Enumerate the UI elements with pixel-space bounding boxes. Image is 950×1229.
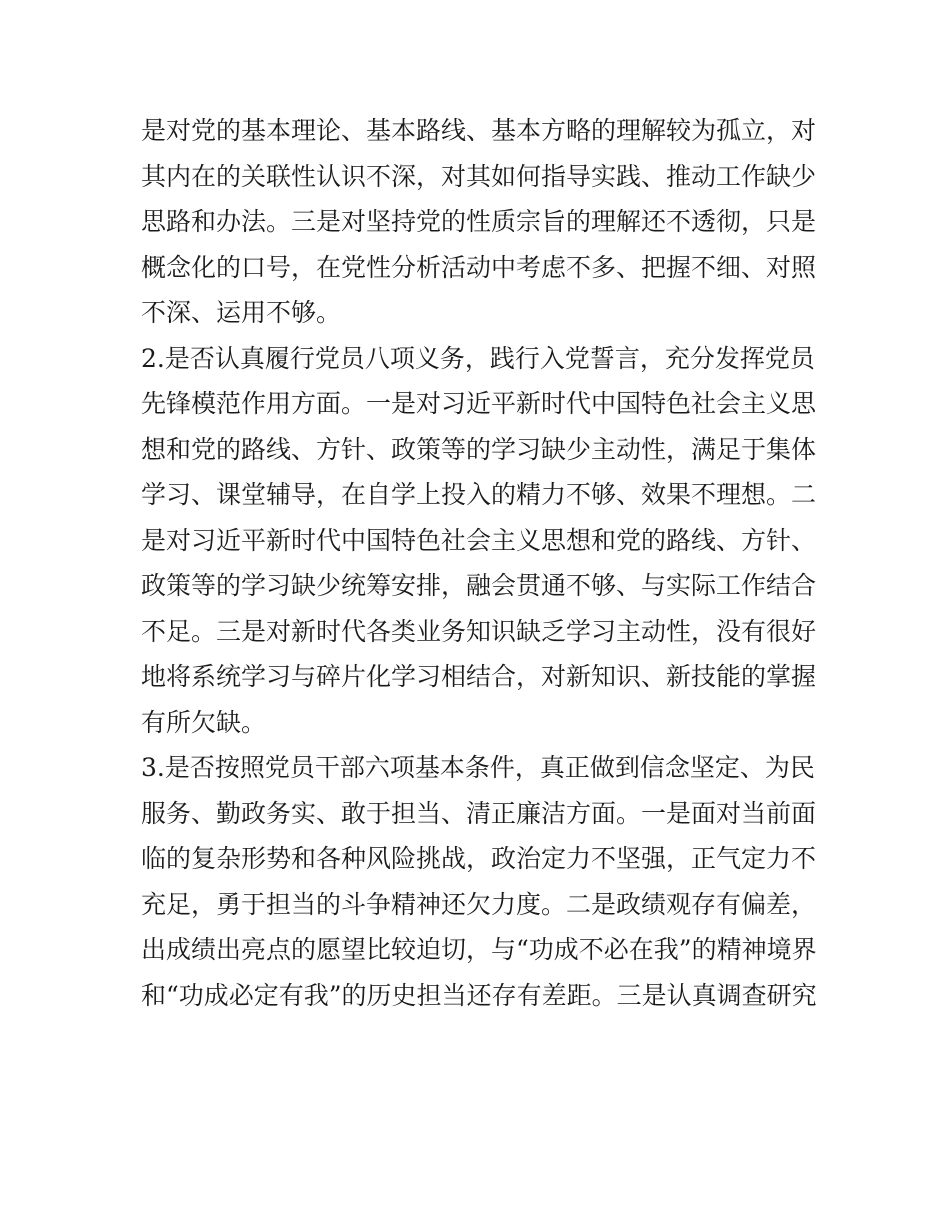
section-3-heading-line: 3.是否按照党员干部六项基本条件，真正做到信念坚定、为民 bbox=[141, 753, 815, 782]
text-line: 不足。三是对新时代各类业务知识缺乏学习主动性，没有很好 bbox=[141, 616, 817, 646]
text-line: 出成绩出亮点的愿望比较迫切，与“功成不必在我”的精神境界 bbox=[141, 935, 817, 964]
text-line: 先锋模范作用方面。一是对习近平新时代中国特色社会主义思 bbox=[141, 389, 817, 418]
text-line: 想和党的路线、方针、政策等的学习缺少主动性，满足于集体 bbox=[141, 434, 817, 464]
text-line: 不深、运用不够。 bbox=[141, 298, 342, 327]
text-line: 充足，勇于担当的斗争精神还欠力度。二是政绩观存有偏差， bbox=[141, 889, 817, 919]
text-line: 其内在的关联性认识不深，对其如何指导实践、推动工作缺少 bbox=[141, 161, 817, 191]
text-line: 概念化的口号，在党性分析活动中考虑不多、把握不细、对照 bbox=[141, 252, 817, 282]
text-line: 和“功成必定有我”的历史担当还存有差距。三是认真调查研究 bbox=[141, 980, 817, 1010]
text-line: 服务、勤政务实、敢于担当、清正廉洁方面。一是面对当前面 bbox=[141, 798, 817, 828]
text-line: 临的复杂形势和各种风险挑战，政治定力不坚强，正气定力不 bbox=[141, 844, 817, 873]
text-line: 地将系统学习与碎片化学习相结合，对新知识、新技能的掌握 bbox=[141, 662, 817, 691]
text-line: 政策等的学习缺少统筹安排，融会贯通不够、与实际工作结合 bbox=[141, 571, 817, 600]
text-line: 有所欠缺。 bbox=[141, 707, 267, 737]
section-2-heading-line: 2.是否认真履行党员八项义务，践行入党誓言，充分发挥党员 bbox=[141, 343, 815, 373]
text-line: 是对习近平新时代中国特色社会主义思想和党的路线、方针、 bbox=[141, 525, 817, 555]
body-text bbox=[141, 108, 821, 1018]
text-line: 思路和办法。三是对坚持党的性质宗旨的理解还不透彻，只是 bbox=[141, 207, 817, 236]
text-line: 是对党的基本理论、基本路线、基本方略的理解较为孤立，对 bbox=[141, 116, 817, 145]
text-line: 学习、课堂辅导，在自学上投入的精力不够、效果不理想。二 bbox=[141, 480, 817, 509]
